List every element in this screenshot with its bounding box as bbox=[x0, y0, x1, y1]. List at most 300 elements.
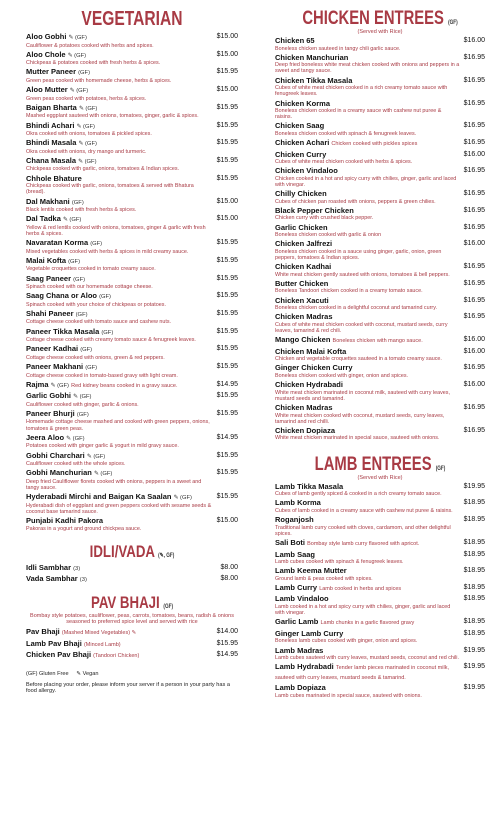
vegetarian-item-tag: ✎ (GF) bbox=[78, 141, 97, 148]
vegetarian-item-price: $15.00 bbox=[216, 197, 238, 205]
chicken-item-price: $16.00 bbox=[463, 150, 485, 158]
chicken-item-desc: Boneless Tandoori chicken cooked in a creamy tomato sauce. bbox=[275, 288, 423, 295]
chicken-item-price: $16.00 bbox=[463, 37, 485, 44]
idli-item-name-line bbox=[26, 564, 216, 574]
vegetarian-item-desc: Mashed eggplant sauteed with onions, tomatoes, ginger, garlic & spices. bbox=[26, 113, 199, 120]
idli-item-name: Vada Sambhar bbox=[26, 574, 78, 584]
vegetarian-item-inline-desc: Red kidney beans cooked in a gravy sauce. bbox=[71, 382, 178, 389]
vegetarian-item-name-line bbox=[26, 122, 213, 132]
chicken-item-desc: Cubes of chicken pan roasted with onions, peppers & green chilies. bbox=[275, 198, 436, 205]
vegetarian-item-tag: ✎ (GF) bbox=[50, 382, 69, 389]
chicken-item-text bbox=[275, 240, 464, 261]
vegetarian-item-name: Hyderabadi Mirchi and Baigan Ka Saalan bbox=[26, 492, 172, 502]
vegetarian-menu-item bbox=[26, 175, 238, 196]
vegetarian-item-price: $15.95 bbox=[216, 309, 238, 317]
vegetarian-item-price: $15.95 bbox=[216, 345, 238, 353]
chicken-menu-item bbox=[275, 348, 485, 363]
vegetarian-item-name: Baigan Bharta bbox=[26, 102, 77, 112]
vegetarian-item-text bbox=[26, 33, 217, 49]
vegetarian-item-tag: (GF) bbox=[75, 311, 88, 318]
lamb-menu-item bbox=[275, 551, 485, 566]
chicken-item-desc: Boneless chicken cooked with garlic & onion bbox=[275, 232, 382, 239]
chicken-item-price: $16.95 bbox=[463, 167, 485, 175]
vegetarian-item-price: $15.95 bbox=[216, 256, 238, 264]
chicken-item-text bbox=[275, 427, 464, 442]
vegetarian-item-text bbox=[26, 392, 217, 408]
vegetarian-item-name: Aloo Chole bbox=[26, 49, 66, 59]
vegetarian-item-text bbox=[26, 292, 217, 308]
vegetarian-item-tag: ✎ (GF) bbox=[62, 217, 82, 224]
vegetarian-item-text bbox=[26, 215, 217, 237]
chicken-menu-item bbox=[275, 207, 485, 222]
chicken-item-price: $16.95 bbox=[463, 364, 485, 372]
vegetarian-menu-item bbox=[26, 239, 238, 255]
vegetarian-item-name-line bbox=[26, 310, 213, 320]
lamb-item-name: Lamb Korma bbox=[275, 498, 321, 508]
chicken-item-desc: Chicken and vegetable croquettes sauteed in a tomato creamy sauce. bbox=[275, 356, 442, 363]
vegetarian-item-tag: ✎ (GF) bbox=[67, 52, 87, 59]
vegetarian-item-text bbox=[26, 493, 217, 515]
chicken-item-price: $16.95 bbox=[463, 426, 485, 434]
vegetarian-item-name-line bbox=[26, 345, 213, 355]
vegetarian-item-name: Shahi Paneer bbox=[26, 308, 74, 318]
vegetarian-menu-item bbox=[26, 215, 238, 237]
lamb-item-desc: Cubes of lamb cooked in a creamy sauce with cashew nut puree & raisins. bbox=[275, 507, 453, 514]
lamb-menu-item bbox=[275, 595, 485, 616]
vegetarian-item-name-line bbox=[26, 434, 213, 444]
pav-title bbox=[49, 593, 214, 613]
vegetarian-item-price: $14.95 bbox=[216, 433, 238, 441]
vegetarian-item-name-line bbox=[26, 381, 213, 391]
chicken-item-text bbox=[275, 313, 464, 334]
vegetarian-item-price: $14.95 bbox=[216, 380, 238, 388]
vegetarian-item-desc: Okra cooked with onions, dry mango and turmeric. bbox=[26, 148, 147, 155]
chicken-item-name-line bbox=[275, 280, 460, 289]
chicken-item-text bbox=[275, 54, 464, 75]
vegetarian-item-tag: ✎ (GF) bbox=[78, 158, 97, 165]
vegetarian-item-tag: ✎ (GF) bbox=[78, 105, 98, 112]
idli-menu-item bbox=[26, 575, 238, 585]
vegetarian-item-tag: ✎ (GF) bbox=[173, 495, 192, 502]
chicken-item-name: Chicken Hydrabadi bbox=[275, 380, 343, 390]
vegetarian-item-name: Aloo Mutter bbox=[26, 85, 68, 95]
vegetarian-menu-item bbox=[26, 434, 238, 450]
chicken-item-text bbox=[275, 139, 464, 149]
vegetarian-item-desc: Cauliflower cooked with ginger, garlic & onions. bbox=[26, 401, 139, 408]
chicken-item-name-line bbox=[275, 313, 460, 322]
vegetarian-item-desc: Hyderabadi dish of eggplant and green peppers cooked with sesame seeds & coconut base tamarind sauce. bbox=[26, 502, 212, 515]
lamb-item-name-line bbox=[275, 630, 460, 639]
chicken-item-name-line bbox=[275, 37, 460, 46]
vegetarian-item-desc: Cauliflower cooked with the whole spices. bbox=[26, 461, 126, 468]
chicken-item-text bbox=[275, 336, 464, 346]
vegetarian-item-tag: ✎ (GF) bbox=[73, 394, 92, 401]
idli-menu-item bbox=[26, 564, 238, 574]
chicken-item-name-line bbox=[275, 167, 460, 176]
vegetarian-item-text bbox=[26, 68, 217, 84]
vegetarian-item-name: Punjabi Kadhi Pakora bbox=[26, 516, 104, 526]
lamb-item-text bbox=[275, 647, 464, 662]
lamb-item-price: $18.95 bbox=[463, 567, 485, 575]
lamb-item-desc: Ground lamb & peas cooked with spices. bbox=[275, 575, 373, 582]
pav-item-inline-desc: (Tandoori Chicken) bbox=[93, 653, 140, 660]
pav-item-price: $14.00 bbox=[216, 628, 238, 636]
chicken-menu-item bbox=[275, 427, 485, 442]
chicken-item-text bbox=[275, 348, 464, 363]
chicken-menu-item bbox=[275, 37, 485, 52]
pav-item-text bbox=[26, 651, 217, 661]
lamb-item-name-line bbox=[275, 483, 460, 492]
lamb-item-desc: Boneless lamb cubes cooked with ginger, onion and spices. bbox=[275, 638, 418, 645]
vegetarian-item-desc: Homemade cottage cheese mashed and cooked with green peppers, onions, tomatoes & green peas. bbox=[26, 419, 210, 432]
chicken-item-price: $16.95 bbox=[463, 122, 485, 130]
vegetarian-item-name-line bbox=[26, 363, 213, 373]
vegetarian-item-desc: Green peas cooked with potatoes, herbs & spices. bbox=[26, 95, 147, 102]
vegetarian-item-name: Paneer Tikka Masala bbox=[26, 326, 100, 336]
lamb-item-price: $18.95 bbox=[463, 583, 485, 591]
lamb-item-text bbox=[275, 618, 464, 628]
vegetarian-item-tag: (GF) bbox=[71, 199, 84, 206]
lamb-menu-item bbox=[275, 584, 485, 594]
chicken-item-desc: Deep fried boneless white meat chicken cooked with onions and peppers in a sweet and tangy sauce. bbox=[275, 62, 460, 75]
vegetarian-item-name-line bbox=[26, 157, 213, 167]
chicken-item-inline-desc: Chicken cooked with pickles spices bbox=[331, 141, 418, 148]
vegetarian-item-price: $15.00 bbox=[216, 33, 238, 40]
lamb-menu-item bbox=[275, 567, 485, 582]
pav-item-name: Chicken Pav Bhaji bbox=[26, 650, 92, 660]
vegetarian-item-text bbox=[26, 328, 217, 344]
vegetarian-item-text bbox=[26, 345, 217, 361]
lamb-subtitle: (Served with Rice) bbox=[357, 474, 403, 481]
pav-item-text bbox=[26, 640, 217, 650]
pav-item-inline-desc: (Mashed Mixed Vegetables) ✎ bbox=[61, 630, 137, 637]
vegetarian-item-text bbox=[26, 104, 217, 120]
lamb-item-desc: Lamb cubes cooked with spinach & fenugreek leaves. bbox=[275, 559, 404, 565]
lamb-item-price: $19.95 bbox=[463, 663, 485, 671]
lamb-item-inline-desc: Bombay style lamb curry flavored with apricot. bbox=[307, 541, 420, 547]
vegetarian-item-name: Paneer Kadhai bbox=[26, 344, 79, 354]
lamb-item-price: $18.95 bbox=[463, 550, 485, 558]
lamb-item-name: Lamb Curry bbox=[275, 582, 318, 592]
chicken-item-name: Ginger Chicken Curry bbox=[275, 363, 353, 373]
chicken-item-text bbox=[275, 37, 464, 52]
vegetarian-item-text bbox=[26, 157, 217, 173]
lamb-item-text bbox=[275, 567, 464, 582]
vegetarian-item-desc: Cottage cheese cooked in tomato-based gravy with light cream. bbox=[26, 372, 178, 379]
vegetarian-menu-item bbox=[26, 345, 238, 361]
chicken-item-desc: White meat chicken marinated in special sauce, sauteed with onions. bbox=[275, 435, 440, 442]
chicken-item-desc: White meat chicken gently sauteed with onions, tomatoes & bell peppers. bbox=[275, 271, 450, 278]
lamb-item-name-line bbox=[275, 618, 460, 628]
chicken-menu-item bbox=[275, 336, 485, 346]
chicken-item-text bbox=[275, 364, 464, 379]
vegetarian-item-name-line bbox=[26, 215, 213, 225]
vegetarian-item-tag: (GF) bbox=[85, 365, 98, 372]
idli-item-name-line bbox=[26, 575, 216, 585]
chicken-menu-item bbox=[275, 190, 485, 205]
pav-item-name-line bbox=[26, 628, 213, 638]
chicken-item-price: $16.95 bbox=[463, 99, 485, 107]
chicken-menu-item bbox=[275, 280, 485, 295]
vegetarian-item-tag: ✎ (GF) bbox=[86, 453, 106, 460]
chicken-item-name-line bbox=[275, 336, 460, 346]
pav-menu-item bbox=[26, 628, 238, 638]
chicken-title bbox=[298, 8, 462, 30]
chicken-item-name: Chicken Saag bbox=[275, 121, 325, 131]
lamb-item-text bbox=[275, 630, 464, 645]
chicken-tag: (GF) bbox=[448, 20, 458, 26]
vegetarian-item-tag: (GF) bbox=[68, 258, 81, 265]
chicken-item-name-line bbox=[275, 348, 460, 357]
lamb-title-text: LAMB ENTREES bbox=[314, 453, 432, 475]
lamb-menu-item bbox=[275, 483, 485, 498]
lamb-item-name-line bbox=[275, 595, 460, 604]
lamb-menu-item bbox=[275, 499, 485, 514]
vegetarian-item-name: Malai Kofta bbox=[26, 255, 67, 265]
chicken-item-name-line bbox=[275, 207, 460, 216]
idli-list bbox=[26, 564, 238, 585]
vegetarian-item-name: Dal Tadka bbox=[26, 214, 61, 224]
chicken-item-price: $16.95 bbox=[463, 190, 485, 198]
chicken-item-name-line bbox=[275, 190, 460, 199]
vegetarian-item-text bbox=[26, 434, 217, 450]
chicken-item-text bbox=[275, 190, 464, 205]
lamb-item-name: Roganjosh bbox=[275, 515, 314, 525]
vegetarian-item-name: Dal Makhani bbox=[26, 196, 70, 206]
vegetarian-item-tag: (GF) bbox=[90, 241, 103, 248]
vegetarian-item-tag: ✎ (GF) bbox=[66, 435, 85, 442]
lamb-item-name: Garlic Lamb bbox=[275, 617, 319, 627]
vegetarian-item-desc: Yellow & red lentils cooked with onions, tomatoes, ginger & garlic with fresh herbs & spices. bbox=[26, 224, 206, 237]
idli-item-tag: (3) bbox=[73, 565, 81, 572]
vegetarian-item-desc: Cauliflower & potatoes cooked with herbs and spices. bbox=[26, 42, 154, 49]
vegetarian-title bbox=[49, 8, 214, 31]
vegetarian-menu-item bbox=[26, 122, 238, 138]
vegetarian-item-name-line bbox=[26, 139, 213, 149]
vegetarian-item-tag: (GF) bbox=[101, 329, 114, 336]
vegetarian-item-text bbox=[26, 139, 217, 155]
lamb-item-desc: Traditional lamb curry cooked with cloves, cardamom, and other delightful spices. bbox=[275, 524, 451, 537]
chicken-item-name-line bbox=[275, 381, 460, 390]
chicken-item-name: Chicken Vindaloo bbox=[275, 166, 338, 176]
vegetarian-item-name-line bbox=[26, 410, 213, 420]
chicken-item-text bbox=[275, 224, 464, 239]
vegetarian-item-text bbox=[26, 122, 217, 138]
lamb-item-desc: Lamb cubes sauteed with curry leaves, mustard seeds, coconut and red chili. bbox=[275, 655, 459, 662]
chicken-menu-item bbox=[275, 100, 485, 121]
lamb-item-text bbox=[275, 595, 464, 616]
vegetarian-item-tag: ✎ (GF) bbox=[93, 471, 113, 478]
chicken-item-price: $16.95 bbox=[463, 53, 485, 61]
vegetarian-item-desc: Spinach cooked with your choice of chickpeas or potatoes. bbox=[26, 301, 166, 308]
vegetarian-item-desc: Cottage cheese cooked with onions, green & red peppers. bbox=[26, 354, 165, 361]
chicken-item-name-line bbox=[275, 77, 460, 86]
vegetarian-item-name-line bbox=[26, 68, 213, 78]
chicken-item-name: Butter Chicken bbox=[275, 278, 329, 288]
chicken-item-price: $16.95 bbox=[463, 313, 485, 321]
vegetarian-item-name-line bbox=[26, 257, 213, 267]
right-column bbox=[275, 8, 485, 699]
lamb-item-price: $18.95 bbox=[463, 629, 485, 637]
chicken-item-text bbox=[275, 122, 464, 137]
lamb-item-price: $18.95 bbox=[463, 499, 485, 507]
vegetarian-item-name: Saag Paneer bbox=[26, 273, 72, 283]
chicken-item-price: $16.95 bbox=[463, 76, 485, 84]
vegetarian-item-desc: Chickpeas & potatoes cooked with fresh herbs & spices. bbox=[26, 60, 161, 67]
left-column bbox=[26, 8, 238, 695]
vegetarian-item-text bbox=[26, 410, 217, 432]
vegetarian-item-name: Gobhi Manchurian bbox=[26, 468, 92, 478]
vegetarian-title-text: VEGETARIAN bbox=[81, 8, 183, 30]
vegetarian-item-price: $15.95 bbox=[216, 174, 238, 182]
vegetarian-item-name: Bhindi Achari bbox=[26, 120, 75, 130]
vegetarian-item-price: $15.95 bbox=[216, 121, 238, 129]
vegetarian-item-desc: Mixed vegetables cooked with herbs & spices in mild creamy sauce. bbox=[26, 248, 189, 255]
vegetarian-item-name: Aloo Gobhi bbox=[26, 32, 67, 41]
lamb-item-desc: Cubes of lamb gently spiced & cooked in a rich creamy tomato sauce. bbox=[275, 491, 442, 498]
vegetarian-item-name-line bbox=[26, 33, 213, 43]
vegetarian-item-name-line bbox=[26, 493, 213, 503]
lamb-item-text bbox=[275, 584, 464, 594]
vegetarian-menu-item bbox=[26, 452, 238, 468]
vegetarian-item-desc: Okra cooked with onions, tomatoes & pickled spices. bbox=[26, 131, 152, 138]
pav-item-text bbox=[26, 628, 217, 638]
vegetarian-item-name: Chhole Bhature bbox=[26, 173, 82, 183]
chicken-item-text bbox=[275, 77, 464, 98]
allergy-note: Before placing your order, please inform your server if a person in your party has a food allergy. bbox=[26, 681, 230, 695]
chicken-item-name: Chicken Malai Kofta bbox=[275, 346, 347, 356]
lamb-item-text bbox=[275, 663, 464, 682]
vegetarian-item-text bbox=[26, 175, 217, 196]
chicken-item-price: $16.95 bbox=[463, 404, 485, 412]
vegetarian-menu-item bbox=[26, 257, 238, 273]
chicken-item-price: $16.95 bbox=[463, 279, 485, 287]
lamb-tag: (GF) bbox=[435, 465, 446, 472]
vegetarian-item-name-line bbox=[26, 275, 213, 285]
idli-item-tag: (3) bbox=[79, 577, 87, 584]
chicken-item-text bbox=[275, 167, 464, 188]
vegetarian-item-price: $15.00 bbox=[216, 86, 238, 94]
vegetarian-item-price: $15.00 bbox=[216, 215, 238, 223]
vegetarian-menu-item bbox=[26, 104, 238, 120]
vegetarian-item-desc: Potatoes cooked with ginger garlic & yogurt in mild gravy sauce. bbox=[26, 443, 179, 450]
vegetarian-item-price: $15.95 bbox=[216, 68, 238, 76]
idli-title-text: IDLI/VADA bbox=[89, 541, 155, 561]
lamb-item-name: Lamb Madras bbox=[275, 645, 324, 655]
chicken-menu-item bbox=[275, 54, 485, 75]
chicken-item-name: Garlic Chicken bbox=[275, 222, 328, 232]
vegetarian-item-desc: Chickpeas cooked with garlic, onions, tomatoes & Indian spices. bbox=[26, 166, 180, 173]
legend-gluten-free: (GF) Gluten Free bbox=[26, 670, 69, 677]
lamb-item-name-line bbox=[275, 567, 460, 576]
pav-menu-item bbox=[26, 651, 238, 661]
vegetarian-item-price: $15.95 bbox=[216, 493, 238, 501]
vegetarian-item-name: Mutter Paneer bbox=[26, 67, 77, 77]
vegetarian-item-name: Paneer Bhurji bbox=[26, 408, 75, 418]
vegetarian-item-name: Bhindi Masala bbox=[26, 138, 77, 148]
chicken-menu-item bbox=[275, 297, 485, 312]
vegetarian-item-desc: Cottage cheese cooked with creamy tomato sauce & fenugreek leaves. bbox=[26, 337, 196, 344]
vegetarian-item-price: $15.95 bbox=[216, 469, 238, 477]
chicken-item-desc: Boneless chicken cooked with spinach & fenugreek leaves. bbox=[275, 130, 417, 137]
lamb-item-price: $18.95 bbox=[463, 618, 485, 626]
lamb-item-name-line bbox=[275, 584, 460, 594]
lamb-item-text bbox=[275, 499, 464, 514]
chicken-item-name: Chicken Manchurian bbox=[275, 52, 349, 62]
chicken-item-name-line bbox=[275, 224, 460, 233]
vegetarian-item-name: Paneer Makhani bbox=[26, 362, 84, 372]
vegetarian-item-price: $15.95 bbox=[216, 392, 238, 400]
lamb-item-inline-desc: Lamb chunks in a garlic flavored gravy bbox=[320, 620, 415, 627]
chicken-item-desc: White meat chicken marinated in coconut milk, sauteed with curry leaves, mustard seeds and tamarind. bbox=[275, 389, 450, 402]
chicken-item-text bbox=[275, 297, 464, 312]
legend-vegan: ✎ Vegan bbox=[76, 670, 99, 677]
chicken-item-name: Chicken Jalfrezi bbox=[275, 239, 333, 249]
chicken-item-text bbox=[275, 151, 464, 166]
pav-item-price: $14.95 bbox=[216, 651, 238, 659]
vegetarian-menu-item bbox=[26, 275, 238, 291]
chicken-item-name: Chicken Tikka Masala bbox=[275, 75, 353, 85]
idli-item-price: $8.00 bbox=[220, 575, 238, 583]
chicken-item-text bbox=[275, 263, 464, 278]
vegetarian-item-desc: Chickpeas cooked with garlic, onions, tomatoes & served with Bhatura (bread). bbox=[26, 183, 194, 196]
chicken-item-name: Chicken Curry bbox=[275, 149, 327, 159]
vegetarian-item-text bbox=[26, 198, 217, 214]
vegetarian-item-price: $15.95 bbox=[216, 156, 238, 164]
chicken-item-desc: Boneless chicken cooked in a sauce using ginger, garlic, onion, green peppers, tomatoes & Indian spices. bbox=[275, 248, 442, 262]
chicken-item-name: Chicken Korma bbox=[275, 98, 331, 108]
vegetarian-item-tag: ✎ (GF) bbox=[76, 123, 95, 130]
vegetarian-item-price: $15.95 bbox=[216, 274, 238, 282]
chicken-menu-item bbox=[275, 240, 485, 261]
lamb-item-price: $18.95 bbox=[463, 595, 485, 603]
vegetarian-menu-item bbox=[26, 381, 238, 391]
vegetarian-menu-item bbox=[26, 33, 238, 49]
lamb-item-price: $18.95 bbox=[463, 539, 485, 546]
vegetarian-item-name-line bbox=[26, 239, 213, 249]
vegetarian-item-name-line bbox=[26, 517, 213, 526]
chicken-item-desc: Cubes of white meat chicken cooked with herbs & spices. bbox=[275, 159, 413, 166]
vegetarian-item-name-line bbox=[26, 175, 213, 184]
vegetarian-item-name: Chana Masala bbox=[26, 155, 77, 165]
pav-item-name: Pav Bhaji bbox=[26, 627, 60, 637]
vegetarian-menu-item bbox=[26, 157, 238, 173]
vegetarian-item-text bbox=[26, 363, 217, 379]
vegetarian-item-text bbox=[26, 517, 217, 532]
vegetarian-item-desc: Green peas cooked with homemade cheese, herbs & spices. bbox=[26, 77, 172, 84]
vegetarian-item-tag: (GF) bbox=[76, 411, 89, 418]
chicken-item-name-line bbox=[275, 404, 460, 413]
pav-list bbox=[26, 628, 238, 661]
chicken-menu-item bbox=[275, 77, 485, 98]
lamb-item-inline-desc: Lamb cooked in herbs and spices bbox=[319, 585, 402, 592]
vegetarian-menu-item bbox=[26, 310, 238, 326]
vegetarian-item-name: Saag Chana or Aloo bbox=[26, 291, 97, 301]
chicken-menu-item bbox=[275, 139, 485, 149]
chicken-item-name: Black Pepper Chicken bbox=[275, 205, 354, 215]
vegetarian-item-desc: Vegetable croquettes cooked in tomato creamy sauce. bbox=[26, 266, 156, 273]
lamb-item-name: Lamb Dopiaza bbox=[275, 683, 326, 693]
vegetarian-item-name-line bbox=[26, 392, 213, 402]
chicken-item-inline-desc: Boneless chicken with mango sauce. bbox=[332, 338, 423, 345]
chicken-subtitle: (Served with Rice) bbox=[357, 29, 403, 35]
lamb-item-name: Lamb Hydrabadi bbox=[275, 662, 334, 672]
vegetarian-item-name-line bbox=[26, 51, 213, 61]
lamb-menu-item bbox=[275, 618, 485, 628]
vegetarian-item-text bbox=[26, 310, 217, 326]
vegetarian-item-name: Jeera Aloo bbox=[26, 432, 65, 442]
lamb-item-name-line bbox=[275, 663, 460, 682]
